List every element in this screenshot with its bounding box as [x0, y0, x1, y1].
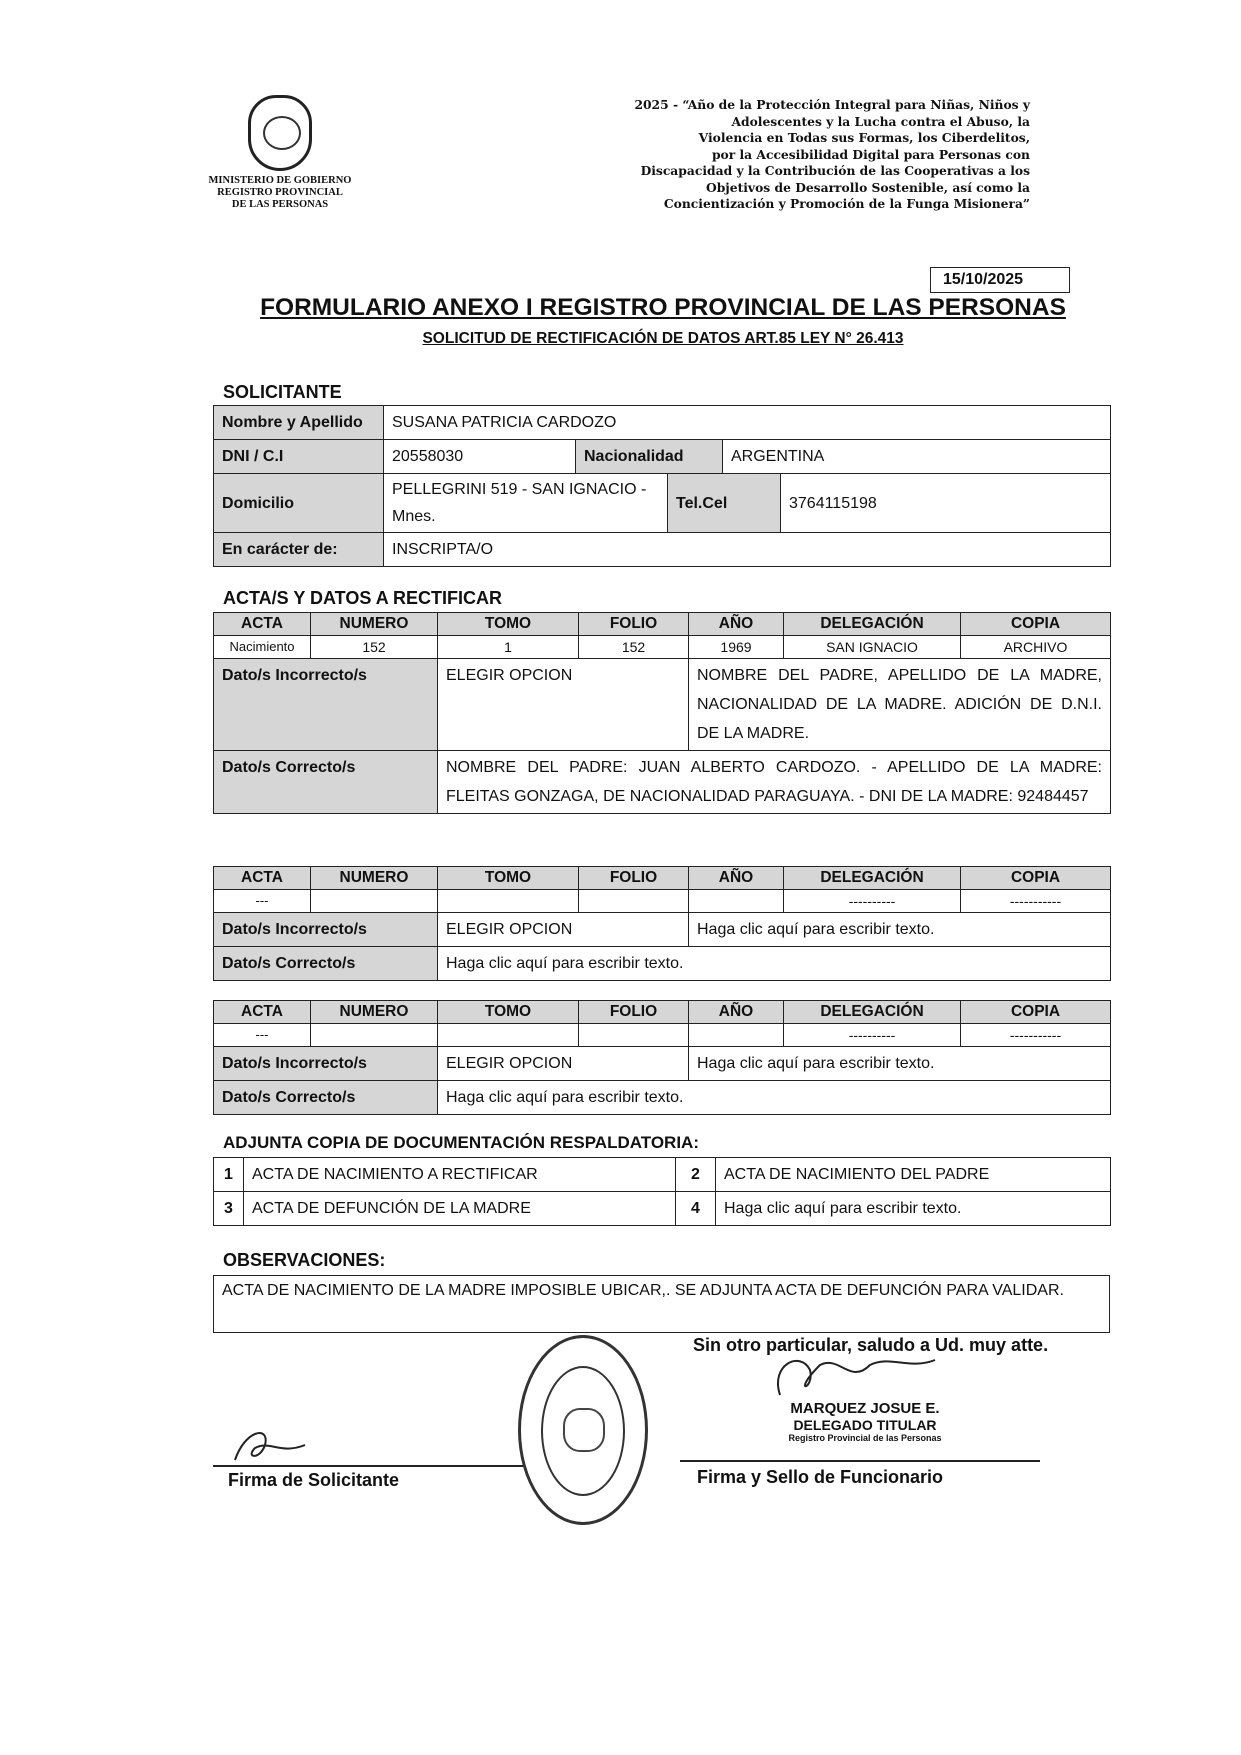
ministry-line: MINISTERIO DE GOBIERNO: [208, 175, 352, 186]
column-header: COPIA: [961, 1001, 1111, 1024]
motto-line: Objetivos de Desarrollo Sostenible, así como la: [706, 179, 1030, 195]
doc-number: 4: [676, 1192, 716, 1226]
column-header: COPIA: [961, 867, 1111, 890]
column-header: TOMO: [438, 867, 579, 890]
column-header: FOLIO: [579, 1001, 689, 1024]
motto-line: Adolescentes y la Lucha contra el Abuso, la: [731, 113, 1030, 129]
domicilio-label: Domicilio: [214, 474, 384, 533]
firma-solicitante-label: Firma de Solicitante: [228, 1470, 400, 1490]
signature-line: [680, 1460, 1040, 1462]
official-name: MARQUEZ JOSUE E.: [790, 1400, 940, 1417]
tel-label: Tel.Cel: [668, 474, 781, 533]
column-header: NUMERO: [311, 867, 438, 890]
column-header: NUMERO: [311, 1001, 438, 1024]
doc-number: 2: [676, 1158, 716, 1192]
column-header: DELEGACIÓN: [784, 867, 961, 890]
correct-field[interactable]: Haga clic aquí para escribir texto.: [438, 1081, 1111, 1115]
acta-cell[interactable]: Nacimiento: [214, 636, 311, 659]
year-motto: [560, 97, 1030, 213]
adjunta-table: [213, 1157, 1111, 1226]
acta-cell[interactable]: 1969: [689, 636, 784, 659]
firma-funcionario-label: Firma y Sello de Funcionario: [697, 1467, 944, 1487]
ministry-line: DE LAS PERSONAS: [231, 199, 329, 210]
acta-cell[interactable]: -----------: [961, 1024, 1111, 1047]
column-header: AÑO: [689, 613, 784, 636]
official-role: DELEGADO TITULAR: [793, 1417, 937, 1433]
correct-field[interactable]: NOMBRE DEL PADRE: JUAN ALBERTO CARDOZO. - APELLIDO DE LA MADRE: FLEITAS GONZAGA, DE NACIONALIDAD PARAGUAYA. - DNI DE LA MADRE: 92484457: [438, 751, 1111, 814]
doc-number: 3: [214, 1192, 244, 1226]
acta-table: [213, 866, 1111, 981]
nacionalidad-label: Nacionalidad: [576, 440, 723, 474]
acta-cell[interactable]: [579, 1024, 689, 1047]
official-org: Registro Provincial de las Personas: [788, 1433, 942, 1443]
applicant-signature: [225, 1420, 315, 1470]
caracter-label: En carácter de:: [214, 533, 384, 567]
motto-line: Violencia en Todas sus Formas, los Ciberdelitos,: [698, 130, 1030, 145]
nacionalidad-field[interactable]: ARGENTINA: [723, 440, 1111, 474]
observaciones-heading: OBSERVACIONES:: [223, 1250, 386, 1270]
province-seal-icon: [248, 95, 312, 171]
acta-cell[interactable]: [438, 1024, 579, 1047]
acta-cell[interactable]: 152: [311, 636, 438, 659]
emblem-icon: [563, 1408, 605, 1452]
correct-label: Dato/s Correcto/s: [214, 947, 438, 981]
column-header: TOMO: [438, 1001, 579, 1024]
incorrect-field[interactable]: Haga clic aquí para escribir texto.: [689, 913, 1111, 947]
acta-cell[interactable]: ----------: [784, 1024, 961, 1047]
acta-cell[interactable]: [689, 890, 784, 913]
acta-cell[interactable]: [311, 890, 438, 913]
date-field[interactable]: 15/10/2025: [930, 267, 1070, 293]
option-select[interactable]: ELEGIR OPCION: [438, 913, 689, 947]
caracter-field[interactable]: INSCRIPTA/O: [384, 533, 1111, 567]
correct-label: Dato/s Correcto/s: [214, 751, 438, 814]
name-field[interactable]: SUSANA PATRICIA CARDOZO: [384, 406, 1111, 440]
column-header: DELEGACIÓN: [784, 1001, 961, 1024]
acta-cell[interactable]: SAN IGNACIO: [784, 636, 961, 659]
acta-cell[interactable]: ---: [214, 890, 311, 913]
column-header: DELEGACIÓN: [784, 613, 961, 636]
closing-text: Sin otro particular, saludo a Ud. muy atte.: [693, 1335, 1049, 1355]
ministry-logo: [200, 95, 360, 211]
actas-heading: ACTA/S Y DATOS A RECTIFICAR: [223, 588, 503, 608]
doc-field[interactable]: Haga clic aquí para escribir texto.: [716, 1192, 1111, 1226]
column-header: ACTA: [214, 613, 311, 636]
dni-field[interactable]: 20558030: [384, 440, 576, 474]
correct-field[interactable]: Haga clic aquí para escribir texto.: [438, 947, 1111, 981]
form-title: FORMULARIO ANEXO I REGISTRO PROVINCIAL DE LAS PERSONAS: [260, 294, 1066, 321]
incorrect-label: Dato/s Incorrecto/s: [214, 659, 438, 751]
motto-line: 2025 - “Año de la Protección Integral para Niñas, Niños y: [634, 97, 1030, 112]
acta-table: [213, 612, 1111, 814]
observaciones-field[interactable]: ACTA DE NACIMIENTO DE LA MADRE IMPOSIBLE UBICAR,. SE ADJUNTA ACTA DE DEFUNCIÓN PARA VALIDAR.: [213, 1275, 1110, 1333]
option-select[interactable]: ELEGIR OPCION: [438, 1047, 689, 1081]
signature-line: [213, 1465, 523, 1467]
delegation-stamp: [518, 1335, 648, 1525]
acta-table: [213, 1000, 1111, 1115]
acta-cell[interactable]: [579, 890, 689, 913]
solicitante-heading: SOLICITANTE: [223, 382, 342, 402]
doc-number: 1: [214, 1158, 244, 1192]
acta-cell[interactable]: 152: [579, 636, 689, 659]
acta-cell[interactable]: 1: [438, 636, 579, 659]
adjunta-heading: ADJUNTA COPIA DE DOCUMENTACIÓN RESPALDATORIA:: [223, 1133, 699, 1152]
column-header: FOLIO: [579, 867, 689, 890]
motto-line: por la Accesibilidad Digital para Personas con: [711, 146, 1030, 162]
form-subtitle: SOLICITUD DE RECTIFICACIÓN DE DATOS ART.85 LEY N° 26.413: [422, 330, 904, 347]
ministry-line: REGISTRO PROVINCIAL: [217, 187, 343, 198]
column-header: AÑO: [689, 1001, 784, 1024]
dni-label: DNI / C.I: [214, 440, 384, 474]
acta-cell[interactable]: [311, 1024, 438, 1047]
doc-field[interactable]: ACTA DE DEFUNCIÓN DE LA MADRE: [244, 1192, 676, 1226]
column-header: COPIA: [961, 613, 1111, 636]
motto-line: Concientización y Promoción de la Funga Misionera”: [663, 196, 1030, 211]
acta-cell[interactable]: [438, 890, 579, 913]
incorrect-field[interactable]: Haga clic aquí para escribir texto.: [689, 1047, 1111, 1081]
motto-line: Discapacidad y la Contribución de las Cooperativas a los: [640, 163, 1030, 178]
column-header: ACTA: [214, 1001, 311, 1024]
domicilio-field[interactable]: PELLEGRINI 519 - SAN IGNACIO - Mnes.: [384, 474, 668, 533]
doc-field[interactable]: ACTA DE NACIMIENTO DEL PADRE: [716, 1158, 1111, 1192]
column-header: TOMO: [438, 613, 579, 636]
doc-field[interactable]: ACTA DE NACIMIENTO A RECTIFICAR: [244, 1158, 676, 1192]
tel-field[interactable]: 3764115198: [781, 474, 1111, 533]
name-label: Nombre y Apellido: [214, 406, 384, 440]
acta-cell[interactable]: [689, 1024, 784, 1047]
column-header: ACTA: [214, 867, 311, 890]
acta-cell[interactable]: ----------: [784, 890, 961, 913]
acta-cell[interactable]: -----------: [961, 890, 1111, 913]
official-stamp: [780, 1400, 950, 1443]
column-header: FOLIO: [579, 613, 689, 636]
incorrect-label: Dato/s Incorrecto/s: [214, 1047, 438, 1081]
option-select[interactable]: ELEGIR OPCION: [438, 659, 689, 751]
correct-label: Dato/s Correcto/s: [214, 1081, 438, 1115]
column-header: NUMERO: [311, 613, 438, 636]
acta-cell[interactable]: ---: [214, 1024, 311, 1047]
column-header: AÑO: [689, 867, 784, 890]
acta-cell[interactable]: ARCHIVO: [961, 636, 1111, 659]
incorrect-field[interactable]: NOMBRE DEL PADRE, APELLIDO DE LA MADRE, NACIONALIDAD DE LA MADRE. ADICIÓN DE D.N.I. DE LA MADRE.: [689, 659, 1111, 751]
official-signature: [760, 1345, 960, 1405]
solicitante-table: [213, 405, 1111, 567]
incorrect-label: Dato/s Incorrecto/s: [214, 913, 438, 947]
